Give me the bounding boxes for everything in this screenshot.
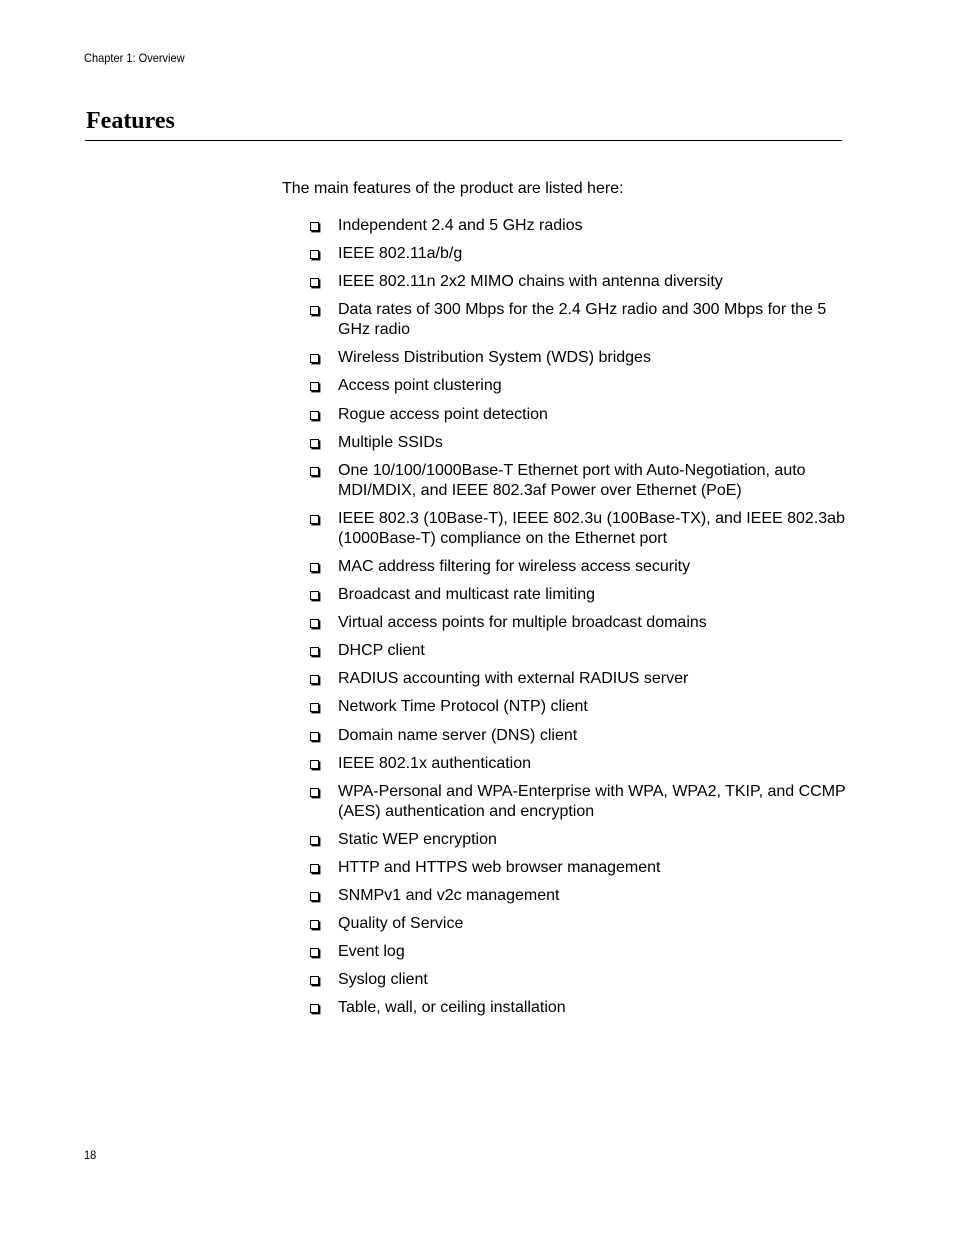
feature-text: Table, wall, or ceiling installation xyxy=(338,999,566,1017)
feature-item xyxy=(310,376,846,396)
feature-text: Multiple SSIDs xyxy=(338,433,443,451)
feature-item xyxy=(310,782,846,822)
bullet-icon xyxy=(310,382,319,391)
feature-item xyxy=(310,669,846,689)
feature-item xyxy=(310,509,846,549)
feature-item xyxy=(310,613,846,633)
bullet-icon xyxy=(310,788,319,797)
feature-item xyxy=(310,461,846,501)
bullet-icon xyxy=(310,591,319,600)
feature-text: IEEE 802.11a/b/g xyxy=(338,245,463,263)
feature-item xyxy=(310,970,846,990)
bullet-icon xyxy=(310,948,319,957)
feature-item xyxy=(310,754,846,774)
feature-text: SNMPv1 and v2c management xyxy=(338,886,560,904)
feature-text: Rogue access point detection xyxy=(338,405,548,423)
feature-item xyxy=(310,405,846,425)
bullet-icon xyxy=(310,703,319,712)
feature-text: Independent 2.4 and 5 GHz radios xyxy=(338,217,583,234)
feature-text: Static WEP encryption xyxy=(338,830,497,848)
feature-text: Network Time Protocol (NTP) client xyxy=(338,698,588,716)
bullet-icon xyxy=(310,732,319,741)
feature-item xyxy=(310,300,846,340)
feature-text: Event log xyxy=(338,943,405,961)
bullet-icon xyxy=(310,836,319,845)
feature-item xyxy=(310,557,846,577)
bullet-icon xyxy=(310,439,319,448)
page-number: 18 xyxy=(84,1148,97,1162)
feature-item xyxy=(310,858,846,878)
bullet-icon xyxy=(310,222,319,231)
bullet-icon xyxy=(310,760,319,769)
feature-text: Access point clustering xyxy=(338,377,502,395)
feature-item xyxy=(310,244,846,264)
feature-item xyxy=(310,726,846,746)
bullet-icon xyxy=(310,250,319,259)
bullet-icon xyxy=(310,515,319,524)
feature-text: Data rates of 300 Mbps for the 2.4 GHz radio and 300 Mbps for the 5 GHz radio xyxy=(338,301,827,339)
feature-text: One 10/100/1000Base-T Ethernet port with Auto-Negotiation, auto MDI/MDIX, and IEEE 802.3af Power over Ethernet (PoE) xyxy=(338,461,806,499)
feature-item xyxy=(310,585,846,605)
bullet-icon xyxy=(310,920,319,929)
bullet-icon xyxy=(310,892,319,901)
feature-text: Quality of Service xyxy=(338,915,464,933)
title-rule xyxy=(85,140,842,141)
running-header: Chapter 1: Overview xyxy=(84,51,185,65)
feature-text: IEEE 802.3 (10Base-T), IEEE 802.3u (100Base-TX), and IEEE 802.3ab (1000Base-T) compliance on the Ethernet port xyxy=(338,509,845,547)
bullet-icon xyxy=(310,1004,319,1013)
feature-text: DHCP client xyxy=(338,642,425,660)
bullet-icon xyxy=(310,278,319,287)
feature-item xyxy=(310,433,846,453)
feature-item xyxy=(310,886,846,906)
feature-list xyxy=(310,216,846,1026)
feature-item xyxy=(310,830,846,850)
bullet-icon xyxy=(310,675,319,684)
feature-text: HTTP and HTTPS web browser management xyxy=(338,858,661,876)
feature-item xyxy=(310,998,846,1018)
feature-text: Broadcast and multicast rate limiting xyxy=(338,586,595,604)
feature-item xyxy=(310,942,846,962)
feature-text: Domain name server (DNS) client xyxy=(338,726,578,744)
section-title: Features xyxy=(86,108,175,134)
intro-paragraph: The main features of the product are listed here: xyxy=(282,180,624,197)
bullet-icon xyxy=(310,354,319,363)
feature-text: WPA-Personal and WPA-Enterprise with WPA, WPA2, TKIP, and CCMP (AES) authentication and encryption xyxy=(338,782,846,820)
feature-text: Virtual access points for multiple broadcast domains xyxy=(338,614,707,632)
feature-text: IEEE 802.1x authentication xyxy=(338,754,532,772)
feature-text: Wireless Distribution System (WDS) bridges xyxy=(338,349,651,367)
feature-item xyxy=(310,641,846,661)
feature-text: MAC address filtering for wireless access security xyxy=(338,557,691,575)
bullet-icon xyxy=(310,619,319,628)
bullet-icon xyxy=(310,647,319,656)
feature-text: Syslog client xyxy=(338,971,428,989)
bullet-icon xyxy=(310,467,319,476)
bullet-icon xyxy=(310,864,319,873)
feature-text: IEEE 802.11n 2x2 MIMO chains with antenna diversity xyxy=(338,273,723,291)
feature-item xyxy=(310,348,846,368)
feature-item xyxy=(310,697,846,717)
bullet-icon xyxy=(310,976,319,985)
feature-item xyxy=(310,914,846,934)
feature-text: RADIUS accounting with external RADIUS server xyxy=(338,670,689,688)
feature-item xyxy=(310,272,846,292)
feature-item xyxy=(310,216,846,236)
bullet-icon xyxy=(310,306,319,315)
bullet-icon xyxy=(310,563,319,572)
bullet-icon xyxy=(310,411,319,420)
